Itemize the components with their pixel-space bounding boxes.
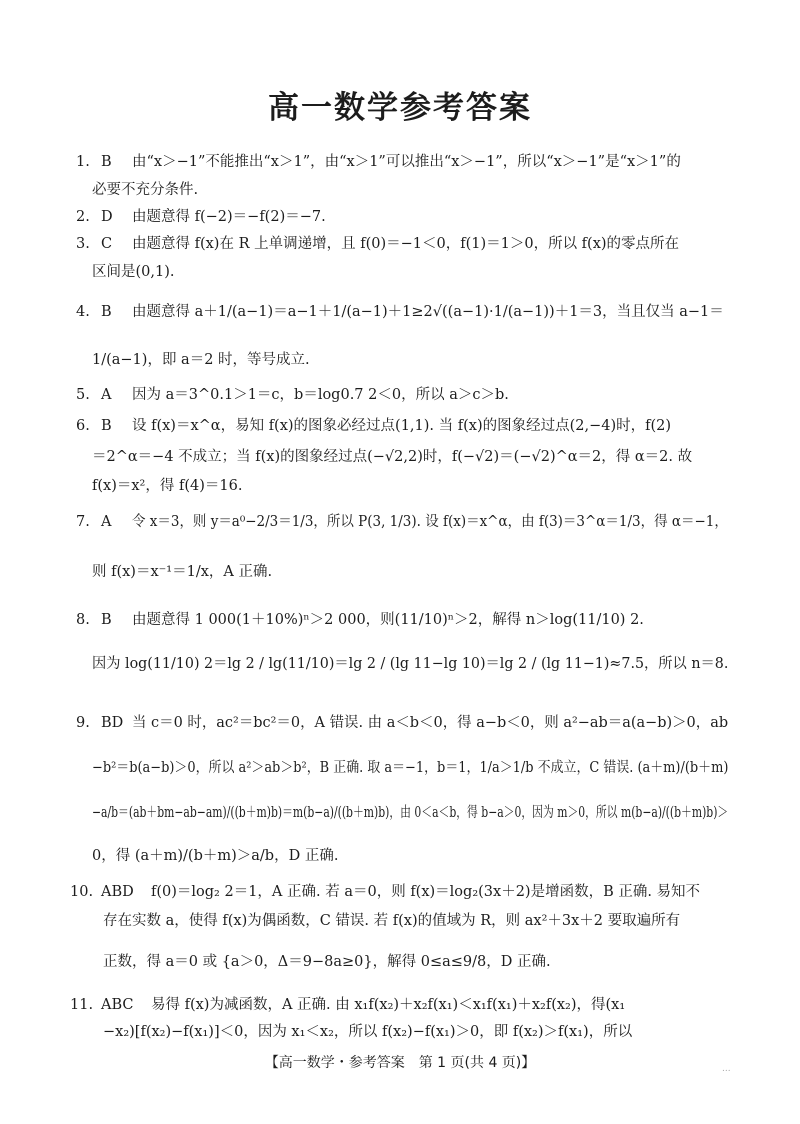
q9-cont3: 0，得 (a＋m)/(b＋m)＞a/b，D 正确. xyxy=(92,848,339,864)
page-footer: 【高一数学・参考答案 第 1 页(共 4 页)】 xyxy=(264,1055,536,1071)
q2-text: 由题意得 f(−2)＝−f(2)＝−7. xyxy=(132,209,326,225)
q8-cont: 因为 log(11/10) 2＝lg 2 / lg(11/10)＝lg 2 / (lg 11−lg 10)＝lg 2 / (lg 11−1)≈7.5，所以 n＝8. xyxy=(92,656,729,672)
q10-cont: 存在实数 a，使得 f(x)为偶函数，C 错误. 若 f(x)的值域为 R，则 ax²＋3x＋2 要取遍所有 xyxy=(103,913,681,929)
q3-answer: C xyxy=(101,236,113,252)
q6-number: 6. xyxy=(76,418,90,434)
q5-text: 因为 a＝3^0.1＞1＝c，b＝log0.7 2＜0，所以 a＞c＞b. xyxy=(132,387,509,403)
q4-cont: 1/(a−1)，即 a＝2 时，等号成立. xyxy=(92,352,310,368)
q3-text: 由题意得 f(x)在 R 上单调递增，且 f(0)＝−1＜0，f(1)＝1＞0，所以 f(x)的零点所在 xyxy=(132,236,680,252)
q1-text: 由“x＞−1”不能推出“x＞1”，由“x＞1”可以推出“x＞−1”，所以“x＞−1”是“x＞1”的 xyxy=(132,154,681,170)
q7-answer: A xyxy=(101,514,112,530)
q7-cont: 则 f(x)＝x⁻¹＝1/x，A 正确. xyxy=(92,564,273,580)
q3-cont: 区间是(0,1). xyxy=(92,264,175,280)
q1-number: 1. xyxy=(76,154,90,170)
q11-answer: ABC xyxy=(101,997,134,1013)
q7-text: 令 x＝3，则 y＝a⁰−2/3＝1/3，所以 P(3, 1/3). 设 f(x)＝x^α，由 f(3)＝3^α＝1/3，得 α＝−1， xyxy=(132,514,728,530)
q8-text: 由题意得 1 000(1＋10%)ⁿ＞2 000，则(11/10)ⁿ＞2，解得 n＞log(11/10) 2. xyxy=(132,612,644,628)
q1-cont: 必要不充分条件. xyxy=(92,182,199,198)
q3-number: 3. xyxy=(76,236,90,252)
q9-text: 当 c＝0 时，ac²＝bc²＝0，A 错误. 由 a＜b＜0，得 a−b＜0，则 a²−ab＝a(a−b)＞0，ab xyxy=(132,715,729,731)
q9-cont: −b²＝b(a−b)＞0，所以 a²＞ab＞b²，B 正确. 取 a＝−1，b＝1，1/a＞1/b 不成立，C 错误. (a＋m)/(b＋m) xyxy=(92,760,729,776)
q8-number: 8. xyxy=(76,612,90,628)
q6-cont2: f(x)＝x²，得 f(4)＝16. xyxy=(92,478,243,494)
q8-answer: B xyxy=(101,612,112,628)
q4-answer: B xyxy=(101,304,112,320)
edge-mark: ... xyxy=(722,1064,731,1074)
q6-text: 设 f(x)＝x^α，易知 f(x)的图象必经过点(1,1). 当 f(x)的图象经过点(2,−4)时，f(2) xyxy=(132,418,672,434)
q2-answer: D xyxy=(101,209,113,225)
q9-cont2: −a/b＝(ab＋bm−ab−am)/((b＋m)b)＝m(b−a)/((b＋m)b)，由 0＜a＜b，得 b−a＞0，因为 m＞0，所以 m(b−a)/((b＋m)b)＞ xyxy=(92,805,729,821)
q5-answer: A xyxy=(101,387,112,403)
q4-number: 4. xyxy=(76,304,90,320)
q4-text: 由题意得 a＋1/(a−1)＝a−1＋1/(a−1)＋1≥2√((a−1)·1/(a−1))＋1＝3，当且仅当 a−1＝ xyxy=(132,304,724,320)
q5-number: 5. xyxy=(76,387,90,403)
page-title: 高一数学参考答案 xyxy=(268,90,532,126)
q10-answer: ABD xyxy=(101,884,134,900)
q6-answer: B xyxy=(101,418,112,434)
q7-number: 7. xyxy=(76,514,90,530)
q6-cont: ＝2^α＝−4 不成立；当 f(x)的图象经过点(−√2,2)时，f(−√2)＝(−√2)^α＝2，得 α＝2. 故 xyxy=(92,449,693,465)
q11-cont: −x₂)[f(x₂)−f(x₁)]＜0，因为 x₁＜x₂，所以 f(x₂)−f(x₁)＞0，即 f(x₂)＞f(x₁)，所以 xyxy=(103,1024,633,1040)
q9-answer: BD xyxy=(101,715,124,731)
q2-number: 2. xyxy=(76,209,90,225)
q11-number: 11. xyxy=(70,997,94,1013)
q1-answer: B xyxy=(101,154,112,170)
q9-number: 9. xyxy=(76,715,90,731)
q10-cont2: 正数，得 a＝0 或 {a＞0，Δ＝9−8a≥0}，解得 0≤a≤9/8，D 正确. xyxy=(103,954,551,970)
q10-number: 10. xyxy=(70,884,94,900)
q10-text: f(0)＝log₂ 2＝1，A 正确. 若 a＝0，则 f(x)＝log₂(3x＋2)是增函数，B 正确. 易知不 xyxy=(151,884,701,900)
q11-text: 易得 f(x)为减函数，A 正确. 由 x₁f(x₂)＋x₂f(x₁)＜x₁f(x₁)＋x₂f(x₂)，得(x₁ xyxy=(151,997,626,1013)
